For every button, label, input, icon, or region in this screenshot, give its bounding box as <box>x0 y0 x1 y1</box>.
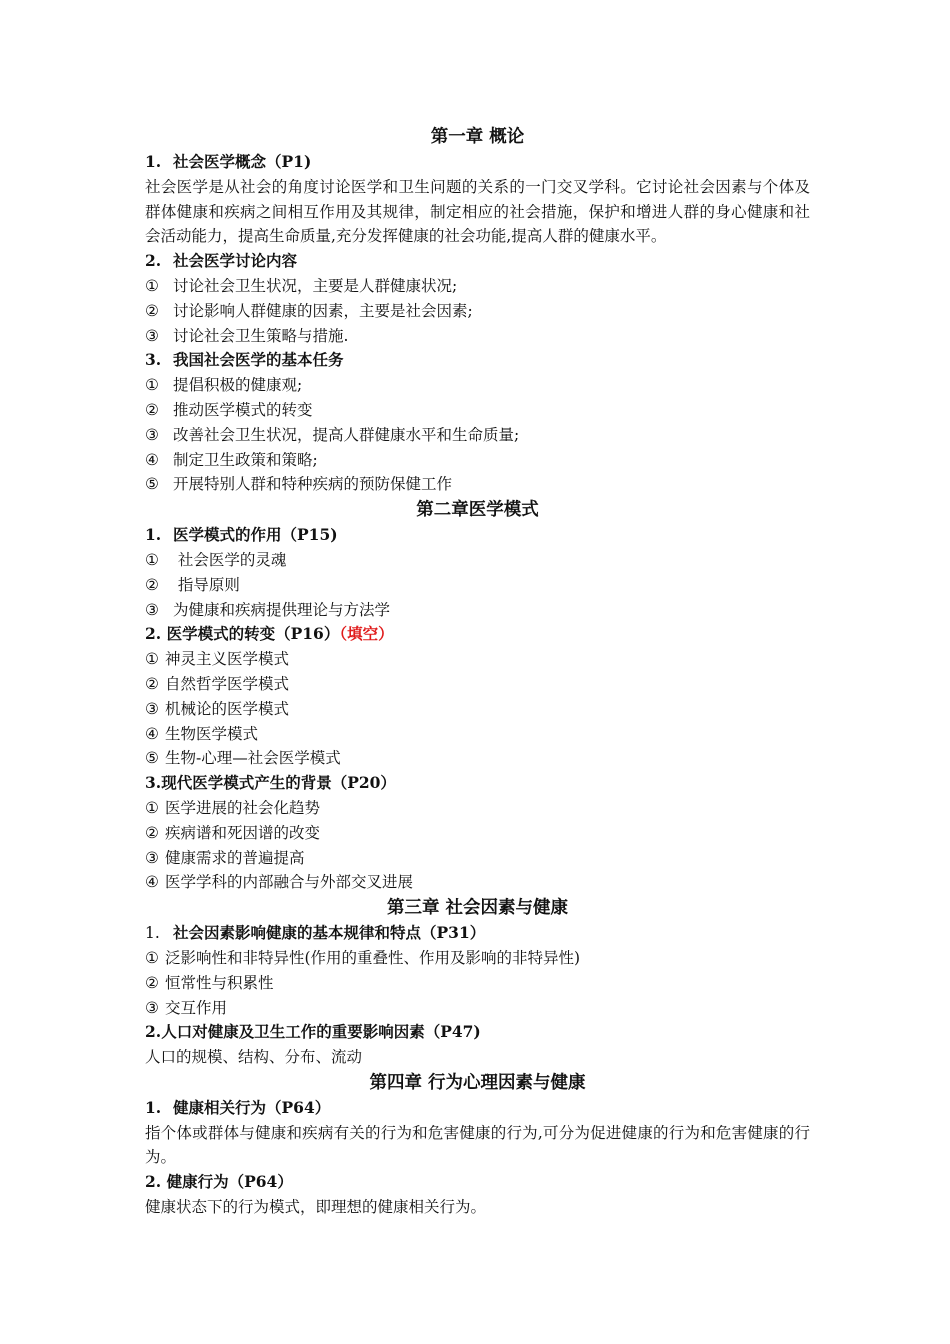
section-title: 社会医学概念（P1) <box>173 152 312 171</box>
list-text: 指导原则 <box>173 575 240 594</box>
list-marker: ② <box>145 674 159 693</box>
section-heading <box>145 150 810 175</box>
list-item <box>145 448 810 473</box>
section-heading <box>145 921 810 946</box>
section-heading <box>145 249 810 274</box>
section-title: 社会医学讨论内容 <box>173 251 298 271</box>
list-text: 泛影响性和非特异性(作用的重叠性、作用及影响的非特异性) <box>165 948 581 967</box>
list-item <box>145 398 810 423</box>
section-title: 医学模式的作用（P15) <box>173 525 338 545</box>
list-text: 疾病谱和死因谱的改变 <box>165 823 321 842</box>
section-number: 3. <box>145 773 162 793</box>
list-marker: ① <box>145 798 159 817</box>
list-marker: ① <box>145 276 159 295</box>
list-marker: ③ <box>145 848 159 867</box>
list-item <box>145 672 810 697</box>
section-heading <box>145 771 810 796</box>
list-item <box>145 846 810 871</box>
list-item <box>145 746 810 771</box>
list-text: 生物医学模式 <box>165 724 259 743</box>
list-text: 制定卫生政策和策略; <box>173 450 318 469</box>
section-number: 2. <box>145 1172 162 1192</box>
section-body: 社会医学是从社会的角度讨论医学和卫生问题的关系的一门交叉学科。它讨论社会因素与个体及群体健康和疾病之间相互作用及其规律，制定相应的社会措施，保护和增进人群的身心健康和社会活动能力，提高生命质量,充分发挥健康的社会功能,提高人群的健康水平。 <box>145 177 810 246</box>
list-marker: ⑤ <box>145 475 159 494</box>
list-text: 为健康和疾病提供理论与方法学 <box>173 600 391 619</box>
chapter-title: 第二章医学模式 <box>416 500 539 521</box>
list-item <box>145 697 810 722</box>
section-number: 1. <box>145 525 162 545</box>
section-number: 1. <box>145 1097 162 1117</box>
section-body: 健康状态下的行为模式，即理想的健康相关行为。 <box>145 1198 487 1217</box>
list-marker: ① <box>145 550 159 569</box>
list-item <box>145 996 810 1021</box>
list-marker: ① <box>145 948 159 967</box>
list-text: 机械论的医学模式 <box>165 699 290 718</box>
section-number: 2. <box>145 1022 162 1042</box>
chapter-title: 第三章 社会因素与健康 <box>386 898 569 919</box>
list-text: 医学进展的社会化趋势 <box>165 798 321 817</box>
list-item <box>145 274 810 299</box>
section-number: 1. <box>145 924 160 943</box>
list-marker: ⑤ <box>145 749 159 768</box>
list-item <box>145 548 810 573</box>
section-number: 1. <box>145 152 162 171</box>
list-item <box>145 870 810 895</box>
list-text: 交互作用 <box>165 998 228 1017</box>
list-text: 开展特别人群和特种疾病的预防保健工作 <box>173 475 453 494</box>
list-item <box>145 821 810 846</box>
list-item <box>145 796 810 821</box>
section-title: 医学模式的转变（P16） <box>166 624 340 644</box>
section-title: 社会因素影响健康的基本规律和特点（P31） <box>173 923 486 943</box>
section-heading <box>145 1096 810 1121</box>
chapter-title: 第一章 概论 <box>430 127 525 147</box>
list-text: 推动医学模式的转变 <box>173 400 313 419</box>
document-content <box>145 124 810 1220</box>
list-item <box>145 971 810 996</box>
section-heading <box>145 1170 810 1195</box>
list-item <box>145 324 810 349</box>
section-heading <box>145 348 810 373</box>
list-item <box>145 647 810 672</box>
list-marker: ④ <box>145 873 159 892</box>
section-heading <box>145 1020 810 1045</box>
list-marker: ③ <box>145 699 159 718</box>
section-body: 指个体或群体与健康和疾病有关的行为和危害健康的行为,可分为促进健康的行为和危害健康的行为。 <box>145 1123 810 1167</box>
list-marker: ① <box>145 376 159 395</box>
section-heading <box>145 523 810 548</box>
list-marker: ④ <box>145 724 159 743</box>
list-marker: ③ <box>145 326 159 345</box>
list-marker: ① <box>145 650 159 669</box>
list-text: 提倡积极的健康观; <box>173 376 303 395</box>
list-item <box>145 299 810 324</box>
list-text: 讨论社会卫生策略与措施. <box>173 326 349 345</box>
section-number: 3. <box>145 350 162 370</box>
list-item <box>145 573 810 598</box>
list-text: 医学学科的内部融合与外部交叉进展 <box>165 873 414 892</box>
section-title: 我国社会医学的基本任务 <box>173 350 344 370</box>
list-marker: ③ <box>145 600 159 619</box>
chapter-title: 第四章 行为心理因素与健康 <box>369 1072 586 1093</box>
list-item <box>145 722 810 747</box>
section-number: 2. <box>145 624 162 644</box>
list-text: 恒常性与积累性 <box>165 973 274 992</box>
list-marker: ③ <box>145 425 159 444</box>
section-title: 现代医学模式产生的背景（P20） <box>161 773 396 793</box>
list-marker: ③ <box>145 998 159 1017</box>
list-text: 改善社会卫生状况，提高人群健康水平和生命质量; <box>173 425 520 444</box>
list-marker: ② <box>145 575 159 594</box>
list-marker: ② <box>145 823 159 842</box>
section-number: 2. <box>145 251 162 271</box>
list-marker: ② <box>145 973 159 992</box>
fill-in-tag: （填空） <box>339 624 394 644</box>
list-item <box>145 423 810 448</box>
list-text: 讨论影响人群健康的因素，主要是社会因素; <box>173 301 473 320</box>
section-body: 人口的规模、结构、分布、流动 <box>145 1048 363 1067</box>
section-title: 健康行为（P64） <box>166 1172 293 1192</box>
list-item <box>145 472 810 497</box>
section-title: 人口对健康及卫生工作的重要影响因素（P47) <box>161 1022 481 1042</box>
list-text: 自然哲学医学模式 <box>165 674 290 693</box>
list-text: 生物-心理—社会医学模式 <box>165 749 341 768</box>
list-text: 社会医学的灵魂 <box>173 550 287 569</box>
list-text: 健康需求的普遍提高 <box>165 848 305 867</box>
list-item <box>145 946 810 971</box>
list-text: 讨论社会卫生状况，主要是人群健康状况; <box>173 276 458 295</box>
list-item <box>145 598 810 623</box>
list-marker: ② <box>145 301 159 320</box>
section-title: 健康相关行为（P64） <box>173 1097 331 1117</box>
section-heading <box>145 622 810 647</box>
list-text: 神灵主义医学模式 <box>165 650 290 669</box>
list-marker: ④ <box>145 450 159 469</box>
list-item <box>145 373 810 398</box>
list-marker: ② <box>145 400 159 419</box>
